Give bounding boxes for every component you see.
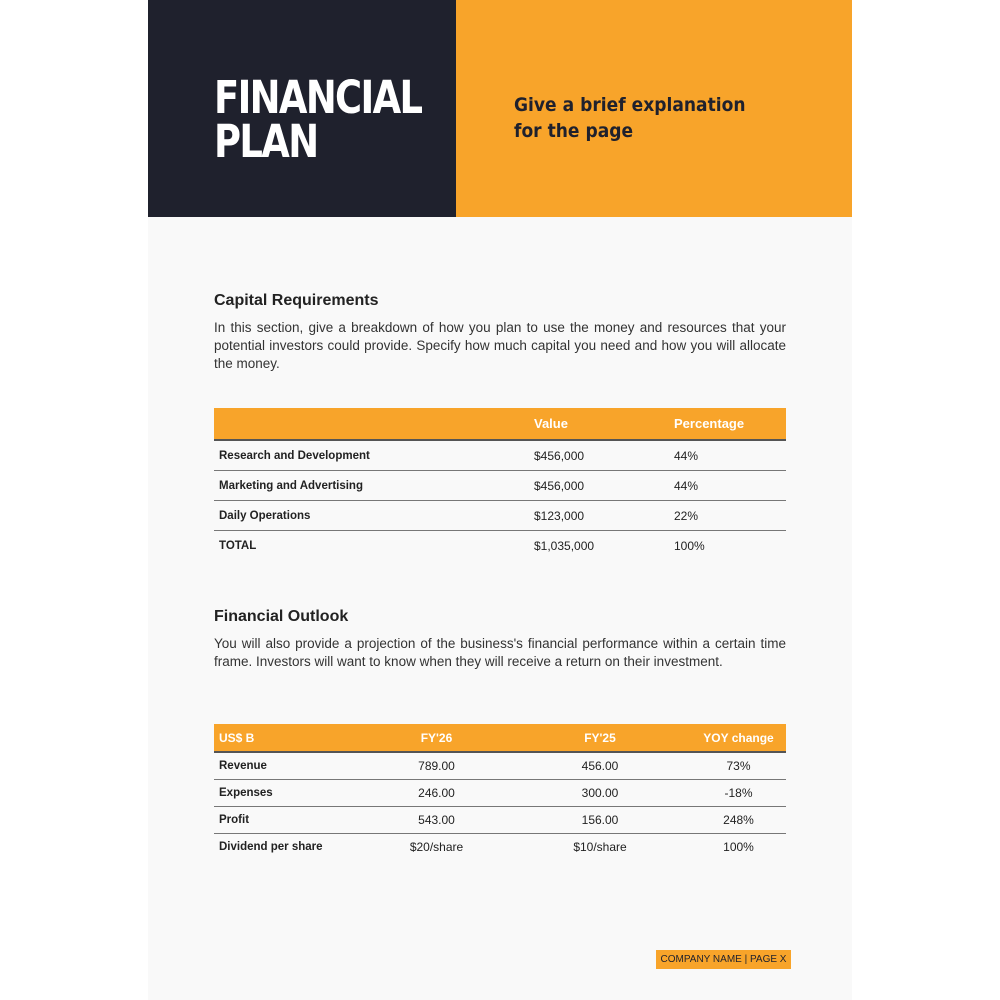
row-fy25: 300.00 [509,780,691,807]
row-fy26: 246.00 [364,780,509,807]
row-value: $123,000 [529,501,669,531]
outlook-heading: Financial Outlook [214,608,349,625]
title-line-1: FINANCIAL [214,71,422,124]
table-row [214,440,786,471]
outlook-col-label: US$ B [214,724,364,752]
row-value: $1,035,000 [534,538,595,553]
row-percentage: 22% [669,501,786,531]
row-percentage: 100% [674,538,705,553]
capital-table [214,408,786,560]
row-fy26: $20/share [409,840,464,854]
outlook-col-fy25: FY'25 [509,724,691,752]
table-row [214,501,786,531]
outlook-table [214,724,786,860]
table-row [214,807,786,834]
header-dark-block [148,0,456,217]
capital-col-label [214,408,529,440]
row-label: TOTAL [219,539,257,552]
outlook-table-header [214,724,786,752]
capital-body: In this section, give a breakdown of how you plan to use the money and resources that your potential investors could provide. Specify how much capital you need and how you will allocate the money. [214,320,786,371]
table-row [214,752,786,780]
row-label: Expenses [214,780,364,807]
page-subtitle [514,92,766,144]
row-value: $456,000 [529,440,669,471]
page-title [214,71,422,168]
table-row [214,471,786,501]
row-value: $456,000 [529,471,669,501]
row-fy26: 543.00 [364,807,509,834]
row-percentage: 44% [669,471,786,501]
capital-heading: Capital Requirements [214,292,379,309]
row-yoy: 73% [691,752,786,780]
row-fy25: 156.00 [509,807,691,834]
row-percentage: 44% [669,440,786,471]
capital-col-value: Value [529,408,669,440]
capital-col-percentage: Percentage [669,408,786,440]
row-yoy: -18% [691,780,786,807]
row-fy25: $10/share [573,840,627,854]
row-fy26: 789.00 [364,752,509,780]
table-row-total [214,531,786,561]
row-label: Marketing and Advertising [214,471,529,501]
row-yoy: 248% [691,807,786,834]
row-label: Daily Operations [214,501,529,531]
outlook-col-yoy: YOY change [691,724,786,752]
table-row [214,780,786,807]
title-line-2: PLAN [214,115,318,168]
subtitle-line-2: for the page [514,120,634,142]
outlook-body: You will also provide a projection of the business's financial performance within a certain time frame. Investors will want to know when they will receive a return on their investment. [214,636,786,669]
document-page [148,0,852,1000]
outlook-col-fy26: FY'26 [364,724,509,752]
capital-table-header [214,408,786,440]
row-label: Revenue [214,752,364,780]
subtitle-line-1: Give a brief explanation [514,94,746,116]
row-label: Dividend per share [219,841,323,853]
row-label: Research and Development [214,440,529,471]
page-footer: COMPANY NAME | PAGE X [656,950,791,969]
row-fy25: 456.00 [509,752,691,780]
row-label: Profit [214,807,364,834]
row-yoy: 100% [723,840,754,854]
header-accent-block [456,0,852,217]
table-row [214,834,786,861]
